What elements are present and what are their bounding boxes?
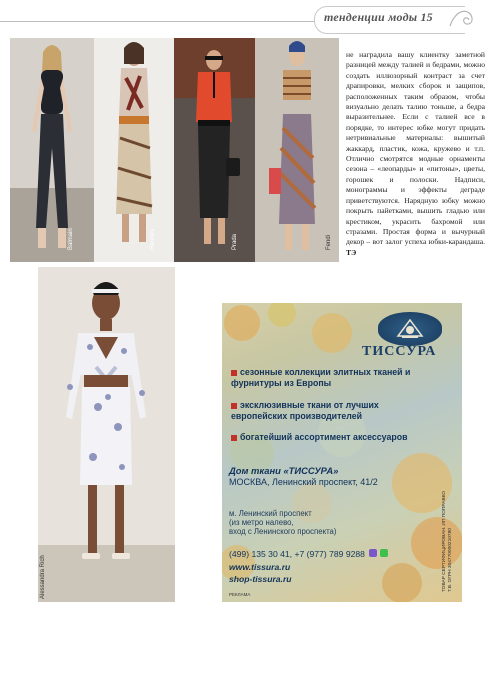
metro-directions [229, 509, 337, 537]
website-link[interactable]: www.tissura.ru [229, 562, 291, 572]
tissura-logo [378, 312, 442, 346]
ad-bullet-text: сезонные коллекции элитных тканей и фурнитуры из Европы [231, 367, 411, 388]
bullet-icon [231, 370, 237, 376]
ad-bullet-text: богатейший ассортимент аксессуаров [240, 432, 408, 442]
photo-caption: Hermès [150, 228, 156, 250]
model-figure-4 [255, 38, 339, 262]
metro-line: вход с Ленинского проспекта) [229, 527, 337, 537]
crest-icon [378, 312, 442, 346]
certification-note: ТОВАР СЕРТИФИЦИРОВАН. ИП ПОПРАВКО Т.В. ОГРН 304770000210780 [442, 490, 453, 592]
shop-name: Дом ткани «ТИССУРА» [229, 465, 339, 476]
shop-website-link[interactable]: shop-tissura.ru [229, 574, 292, 584]
article-body [346, 50, 485, 258]
end-mark: ТЭ [346, 247, 357, 257]
runway-photo-prada [174, 38, 255, 262]
viber-icon [369, 549, 377, 557]
model-figure-3 [174, 38, 255, 262]
metro-line: (из метро налево, [229, 518, 294, 528]
model-figure-1 [10, 38, 94, 262]
bullet-icon [231, 435, 237, 441]
section-header [324, 10, 433, 25]
model-figure-2 [94, 38, 174, 262]
ad-bullet-3 [231, 432, 436, 443]
shop-address: МОСКВА, Ленинский проспект, 41/2 [229, 477, 378, 487]
runway-photo-alessandra-rich [38, 267, 175, 602]
photo-caption: Fendi [326, 234, 332, 250]
phone-numbers [229, 549, 388, 559]
page-number: 15 [420, 10, 433, 24]
ad-bullet-2 [231, 400, 436, 421]
swirl-ornament-icon [448, 6, 478, 34]
runway-photo-hermes [94, 38, 174, 262]
photo-caption: Alessandra Rich [40, 555, 46, 599]
photo-caption: Balmain [68, 228, 74, 250]
metro-line: м. Ленинский проспект [229, 509, 312, 518]
advertising-label: РЕКЛАМА [229, 592, 251, 597]
section-title: тенденции моды [324, 10, 418, 24]
model-figure-5 [38, 267, 175, 602]
runway-photo-fendi [255, 38, 339, 262]
ad-bullet-1 [231, 367, 436, 388]
phone-text: (499) 135 30 41, +7 (977) 789 9288 [229, 549, 365, 559]
whatsapp-icon [380, 549, 388, 557]
article-text: не наградила вашу клиентку заметной разницей между талией и бедрами, можно создать иллюзорный контраст за счет драпировки, мелких сборок и защипов, расположенных таким образом, чтобы визуально делать талию тоньше, а бедра выразительнее. Если с талией все в порядке, то интерес юбке могут придать нетривиальные материалы: вышитый жаккард, пластик, кожа, кружево и т.п. Отлично смотрятся модные орнаменты сезона – «леопарды» и «питоны», цветы, горошек и полоски. Надписи, монограммы и эффекты деграде приветствуются. Нарядную юбку можно покрыть пайетками, вышить гладью или крестиком, украсить бахромой или стразами. Простая форма и вычурный декор – вот залог успеха юбки-карандаша. [346, 50, 485, 247]
brand-name: ТИССУРА [362, 344, 437, 359]
photo-caption: Prada [232, 233, 238, 250]
ad-bullet-text: эксклюзивные ткани от лучших европейских производителей [231, 400, 379, 421]
runway-photo-balmain [10, 38, 94, 262]
bullet-icon [231, 403, 237, 409]
